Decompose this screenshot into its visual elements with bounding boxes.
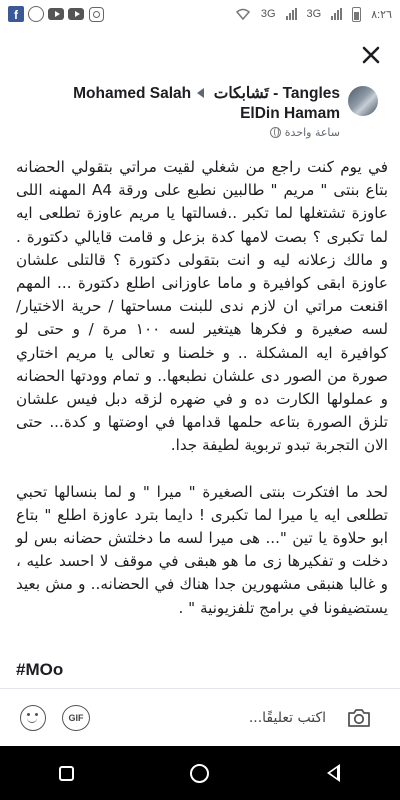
back-icon xyxy=(327,764,340,782)
home-icon xyxy=(190,764,209,783)
post-body xyxy=(16,156,388,643)
youtube-icon xyxy=(48,6,64,22)
hashtag-link[interactable]: #MOo xyxy=(16,660,64,679)
instagram-icon xyxy=(88,6,104,22)
comment-bar xyxy=(0,688,400,746)
close-icon xyxy=(361,45,381,65)
camera-icon[interactable] xyxy=(344,703,374,733)
youtube-icon-2 xyxy=(68,6,84,22)
close-button[interactable] xyxy=(356,40,386,70)
status-time: ٨:٢٦ xyxy=(371,8,392,21)
post-header xyxy=(0,82,400,146)
post-timestamp[interactable] xyxy=(270,126,340,139)
post-paragraph-1: في يوم كنت راجع من شغلي لقيت مراتي بتقولي الحضانه بتاع بنتى " مريم " طالبين نطبع على ورقة A4 المهنه اللى عاوزة تشتغلها لما تكبر ..فسالتها يا مريم عاوزة تطلعى ايه لما تكبرى ؟ بصت لامها كدة بزعل و قامت قايالي دكتورة . و مالك زعلانه ليه و انت بتقولى دكتورة ؟ قالتلى علشان عاوزة ابقى كوافيرة و ماما عاوزانى اطلع دكتورة ... المهم اقنعت مراتي ان لازم ندى للبنت مساحتها / حرية الاختيار/ لسه صغيرة و فكرها هيتغير لسه ١٠٠ مرة / و حتى لو كوافيرة ايه المشكلة .. و خلصنا و تعالى يا مريم اختاري صورة من الصور دى علشان نطبعها.. و تمام وودتها الحضانه و عملولها الكارت ده و في ضهره لزقه دبل فيس علشان تلزق الصورة بتاعه حلمها قدامها في اوضتها و كدة... حتى الان التجربة تبدو تربوية لطيفة جدا. xyxy=(16,158,388,455)
battery-icon xyxy=(352,7,361,22)
recent-apps-icon xyxy=(59,766,74,781)
status-system-icons xyxy=(235,6,392,22)
signal-icon xyxy=(286,8,297,20)
comment-input[interactable] xyxy=(104,699,330,737)
author-name-continued[interactable]: ElDin Hamam xyxy=(240,105,340,122)
top-bar xyxy=(0,28,400,82)
signal-icon-2 xyxy=(331,8,342,20)
status-bar xyxy=(0,0,400,28)
status-notification-icons xyxy=(8,6,104,22)
author-name[interactable]: Mohamed Salah xyxy=(73,85,192,102)
recent-apps-button[interactable] xyxy=(42,753,92,793)
globe-icon xyxy=(270,127,281,138)
timestamp-text: ساعة واحدة xyxy=(284,126,340,139)
shared-to-arrow-icon xyxy=(197,88,204,98)
network-type-2: 3G xyxy=(306,8,322,20)
facebook-icon: f xyxy=(8,6,24,22)
home-button[interactable] xyxy=(175,753,225,793)
wifi-icon xyxy=(235,6,251,22)
gif-button[interactable]: GIF xyxy=(62,705,90,731)
post-title[interactable] xyxy=(20,84,340,124)
post-paragraph-2: لحد ما افتكرت بنتى الصغيرة " ميرا " و لما بنسالها تحبي تطلعى ايه يا ميرا لما تكبرى ! دايما بترد عاوزة اطلع " بتاع ابو حلاوة يا تين "... هى ميرا لسه ما دخلتش حضانه بس لو دخلت و تفكيرها زى ما هو هبقى في موقف لا احسد عليه ، و غالبا هنبقى مشهورين جدا هناك في الحضانه.. و مش بعيد يستضيفونا في برامج تلفزيونية " . xyxy=(16,482,388,617)
back-button[interactable] xyxy=(308,753,358,793)
page-name[interactable]: تَشابكات - Tangles xyxy=(213,85,340,102)
messenger-icon xyxy=(28,6,44,22)
emoji-icon[interactable] xyxy=(20,705,46,731)
network-type-1: 3G xyxy=(260,8,276,20)
system-navigation-bar xyxy=(0,746,400,800)
avatar[interactable] xyxy=(348,86,378,116)
